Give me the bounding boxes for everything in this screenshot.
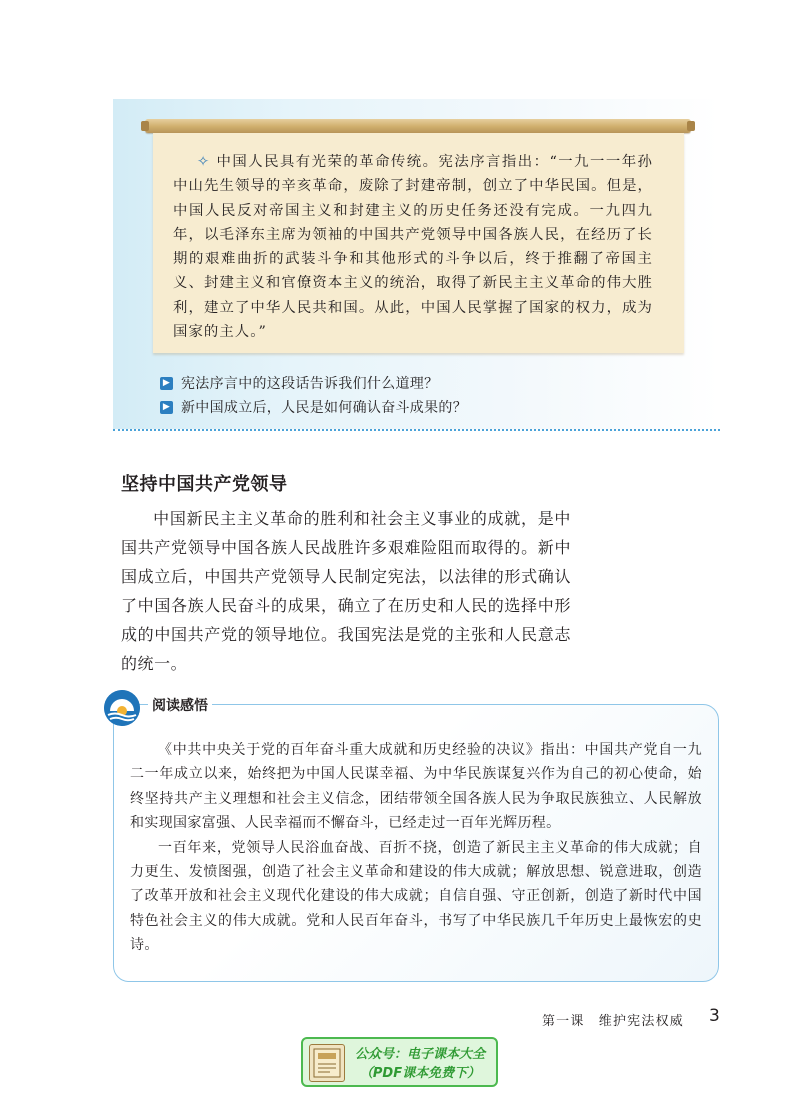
reading-text: [130, 738, 702, 958]
question-text: 新中国成立后，人民是如何确认奋斗成果的？: [181, 400, 467, 416]
section-title: 坚持中国共产党领导: [121, 474, 288, 495]
question-item: [160, 371, 467, 395]
section-divider: [113, 429, 720, 431]
scroll-rod: [145, 119, 691, 133]
section-body-text: 中国新民主主义革命的胜利和社会主义事业的成就，是中国共产党领导中国各族人民战胜许多艰难险阻而取得的。新中国成立后，中国共产党领导人民制定宪法，以法律的形式确认了中国各族人民奋斗的成果，确立了在历史和人民的选择中形成的中国共产党的领导地位。我国宪法是党的主张和人民意志的统一。: [121, 509, 571, 673]
question-item: [160, 395, 467, 419]
page-number: 3: [709, 1006, 720, 1026]
question-list: [160, 371, 467, 419]
reading-logo-icon: [104, 690, 140, 726]
reading-paragraph: 一百年来，党领导人民浴血奋战、百折不挠，创造了新民主主义革命的伟大成就；自力更生、发愤图强，创造了社会主义革命和建设的伟大成就；解放思想、锐意进取，创造了改革开放和社会主义现代化建设的伟大成就；自信自强、守正创新，创造了新时代中国特色社会主义的伟大成就。党和人民百年奋斗，书写了中华民族几千年历史上最恢宏的史诗。: [130, 839, 702, 954]
arrow-bullet-icon: ▶: [160, 377, 173, 390]
constitution-quote: [173, 150, 653, 344]
quote-text: 中国人民具有光荣的革命传统。宪法序言指出：“一九一一年孙中山先生领导的辛亥革命，废除了封建帝制，创立了中华民国。但是，中国人民反对帝国主义和封建主义的历史任务还没有完成。一九四九年，以毛泽东主席为领袖的中国共产党领导中国各族人民，在经历了长期的艰难曲折的武装斗争和其他形式的斗争以后，终于推翻了帝国主义、封建主义和官僚资本主义的统治，取得了新民主主义革命的伟大胜利，建立了中华人民共和国。从此，中国人民掌握了国家的权力，成为国家的主人。”: [173, 154, 653, 341]
running-footer: 第一课 维护宪法权威: [541, 1014, 684, 1029]
arrow-bullet-icon: ▶: [160, 401, 173, 414]
diamond-icon: ✧: [197, 154, 211, 170]
reading-paragraph: 《中共中央关于党的百年奋斗重大成就和历史经验的决议》指出：中国共产党自一九二一年成立以来，始终把为中国人民谋幸福、为中华民族谋复兴作为自己的初心使命，始终坚持共产主义理想和社会主义信念，团结带领全国各族人民为争取民族独立、人民解放和实现国家富强、人民幸福而不懈奋斗，已经走过一百年光辉历程。: [130, 742, 702, 832]
watermark-line2: （PDF课本免费下）: [359, 1066, 481, 1081]
section-body: [121, 504, 571, 678]
question-text: 宪法序言中的这段话告诉我们什么道理？: [181, 376, 439, 392]
reading-label: 阅读感悟: [148, 695, 212, 715]
book-icon: [309, 1044, 345, 1082]
watermark-line1: 公众号：电子课本大全: [354, 1047, 485, 1062]
watermark-badge: [301, 1037, 498, 1087]
